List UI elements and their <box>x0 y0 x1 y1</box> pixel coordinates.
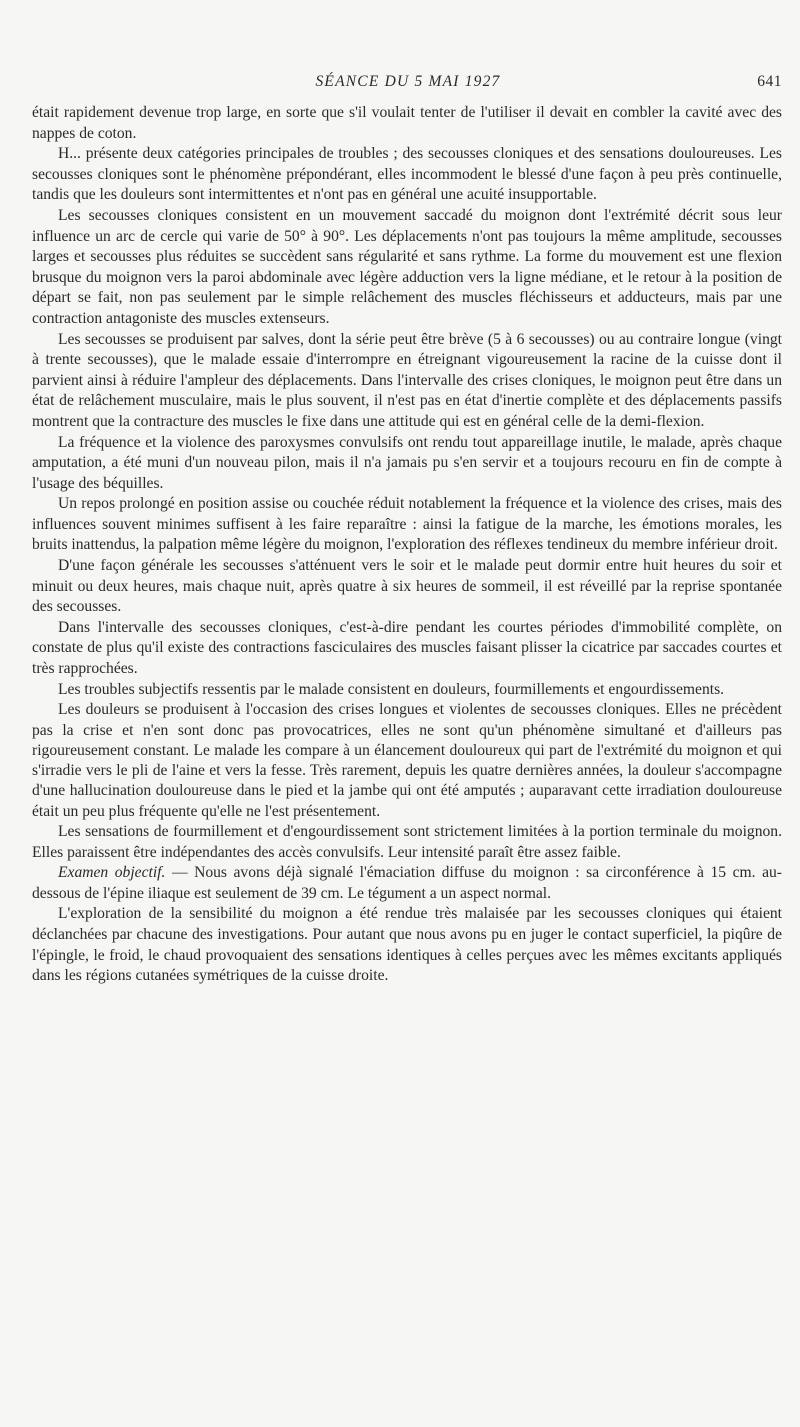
paragraph-5: La fréquence et la violence des paroxysmes convulsifs ont rendu tout appareillage inutile, le malade, après chaque amputation, a été muni d'un nouveau pilon, mais il n'a jamais pu s'en servir et a toujours recouru en fin de compte à l'usage des béquilles. <box>32 433 782 492</box>
paragraph-final: L'exploration de la sensibilité du moignon a été rendue très malaisée par les secousses cloniques qui étaient déclanchées par chacune des investigations. Pour autant que nous avons pu en juger le contact superficiel, la piqûre de l'épingle, le froid, le chaud provoquaient des sensations identiques à celles perçues avec les mêmes excitants appliqués dans les régions cutanées symétriques de la cuisse droite. <box>32 905 782 985</box>
page-number: 641 <box>757 73 782 90</box>
paragraph-1: était rapidement devenue trop large, en sorte que s'il voulait tenter de l'utiliser il devait en combler la cavité avec des nappes de coton. <box>32 104 782 142</box>
paragraph-3: Les secousses cloniques consistent en un mouvement saccadé du moignon dont l'extrémité décrit sous leur influence un arc de cercle qui varie de 50° à 90°. Les déplacements n'ont pas toujours la même amplitude, secousses larges et secousses plus réduites se succèdent sans régularité et sans rythme. La forme du mouvement est une flexion brusque du moignon vers la paroi abdominale avec légère adduction vers la ligne médiane, et le retour à la position de départ se fait, non pas seulement par le simple relâchement des muscles fléchisseurs et adducteurs, mais par une contraction antagoniste des muscles extenseurs. <box>32 206 782 327</box>
paragraph-4: Les secousses se produisent par salves, dont la série peut être brève (5 à 6 secousses) ou au contraire longue (vingt à trente secousses), que le malade essaie d'interrompre en étreignant vigoureusement la racine de la cuisse dont il parvient ainsi à réduire l'ampleur des déplacements. Dans l'intervalle des crises cloniques, le moignon peut être dans un état de relâchement musculaire, mais le plus souvent, il n'est pas en état d'inertie complète et des déplacements passifs montrent que la contracture des muscles le fixe dans une attitude qui est en général celle de la demi-flexion. <box>32 330 782 430</box>
paragraph-7: D'une façon générale les secousses s'atténuent vers le soir et le malade peut dormir entre huit heures du soir et minuit ou deux heures, mais chaque nuit, après quatre à six heures de sommeil, il est réveillé par la reprise spontanée des secousses. <box>32 557 782 616</box>
paragraph-6: Un repos prolongé en position assise ou couchée réduit notablement la fréquence et la violence des crises, mais des influences souvent minimes suffisent à les faire reparaître : ainsi la fatigue de la marche, les émotions morales, les bruits inattendus, la palpation même légère du moignon, l'exploration des réflexes tendineux du membre inférieur droit. <box>32 495 782 554</box>
exam-text: — Nous avons déjà signalé l'émaciation diffuse du moignon : sa circonférence à 15 cm. au-dessous de l'épine iliaque est seulement de 39 cm. Le tégument a un aspect normal. <box>32 864 782 902</box>
paragraph-11: Les sensations de fourmillement et d'engourdissement sont strictement limitées à la portion terminale du moignon. Elles paraissent être indépendantes des accès convulsifs. Leur intensité paraît être assez faible. <box>32 823 782 861</box>
running-title: SÉANCE DU 5 MAI 1927 <box>315 73 501 90</box>
paragraph-8: Dans l'intervalle des secousses cloniques, c'est-à-dire pendant les courtes périodes d'immobilité complète, on constate de plus qu'il existe des contractions fasciculaires des muscles faisant plisser la cicatrice par saccades courtes et très rapprochées. <box>32 618 782 678</box>
exam-label: Examen objectif. <box>58 864 166 882</box>
article-body <box>32 103 782 987</box>
paragraph-exam <box>32 863 782 904</box>
paragraph-2: H... présente deux catégories principales de troubles ; des secousses cloniques et des sensations douloureuses. Les secousses cloniques sont le phénomène prépondérant, elles incommodent le blessé d'une façon à peu près continuelle, tandis que les douleurs sont intermittentes et n'ont pas en général une acuité insupportable. <box>32 145 782 204</box>
running-head <box>34 73 782 97</box>
paragraph-10: Les douleurs se produisent à l'occasion des crises longues et violentes de secousses cloniques. Elles ne précèdent pas la crise et n'en sont donc pas provocatrices, elles ne sont qu'un phénomène simultané et d'ailleurs pas rigoureusement constant. Le malade les compare à un élancement douloureux qui part de l'extrémité du moignon et qui s'irradie vers le pli de l'aine et vers la fesse. Très rarement, depuis les quatre dernières années, la douleur s'accompagne d'une hallucination douloureuse dans le pied et la jambe qui ont été amputés ; auparavant cette irradiation douloureuse était un peu plus fréquente qu'elle ne l'est présentement. <box>32 701 782 820</box>
paragraph-9: Les troubles subjectifs ressentis par le malade consistent en douleurs, fourmillements et engourdissements. <box>58 680 725 698</box>
